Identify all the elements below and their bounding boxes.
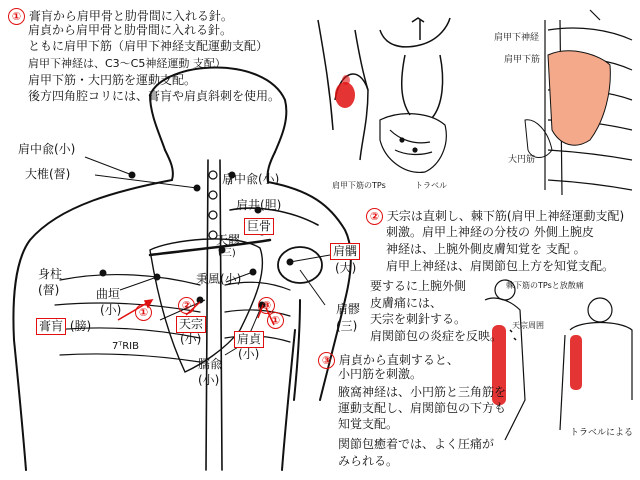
section3-line-2: 小円筋を刺激。 bbox=[338, 367, 423, 381]
label-juyu: 臑兪 bbox=[198, 357, 223, 371]
label-shinchu: 身柱 bbox=[38, 267, 63, 281]
label-shinchu-sub: (督) bbox=[38, 283, 60, 297]
header-line-4: 肩甲下神経は、C3〜C5神経運動 支配） bbox=[28, 57, 226, 70]
label-tensou-sub: (小) bbox=[180, 332, 202, 346]
back-figure-drawing bbox=[13, 68, 350, 471]
label-kensei: 肩井(胆) bbox=[236, 198, 282, 212]
section3-line-5: 知覚支配。 bbox=[338, 417, 399, 431]
label-kengu-sub: (大) bbox=[335, 261, 357, 275]
marker-1: ① bbox=[8, 8, 25, 25]
label-kenchuyu-right: 肩中兪(小) bbox=[222, 172, 280, 186]
subscap-muscle-fill bbox=[548, 51, 610, 145]
section2-line-6: 皮膚痛には、 bbox=[370, 296, 443, 310]
marker-1-point-b: ① bbox=[267, 312, 284, 329]
header-line-5: 肩甲下筋・大円筋を運動支配。 bbox=[28, 73, 197, 87]
subscap-tp-figure bbox=[380, 114, 446, 173]
caption-travell-small: トラベル bbox=[415, 181, 447, 190]
marker-3-point-a: ③ bbox=[258, 297, 275, 314]
label-kengu: 肩髃 bbox=[330, 243, 360, 260]
label-kenryo: 肩髎 bbox=[336, 302, 361, 316]
section2-line-1 bbox=[366, 208, 624, 225]
section2-line-3: 神経は、上腕外側皮膚知覚を 支配 。 bbox=[386, 242, 586, 256]
label-kenryo-sub: (三) bbox=[336, 319, 358, 333]
label-kokou-group bbox=[36, 318, 91, 335]
label-tenryo: 天髎 bbox=[216, 233, 241, 247]
label-tensou: 天宗 bbox=[176, 316, 206, 333]
section3-line-6: 関節包癒着では、よく圧痛が bbox=[338, 437, 495, 451]
arm-pain-zone-2 bbox=[342, 75, 350, 85]
label-heifu: 秉風(小) bbox=[196, 272, 242, 286]
section3-text-1: 肩貞から直刺すると、 bbox=[338, 353, 459, 367]
label-kokou: 膏肓 bbox=[36, 318, 66, 335]
section2-marker: ② bbox=[366, 208, 383, 225]
label-kenchuyu-left: 肩中兪(小) bbox=[18, 142, 76, 156]
header-line-2: 肩貞から肩甲骨と肋骨間に入れる針。 bbox=[28, 23, 233, 37]
marker-1-point: ① bbox=[135, 304, 152, 321]
section2-text-1: 天宗は直刺し、棘下筋(肩甲上神経運動支配) bbox=[386, 209, 625, 223]
section3-line-4: 運動支配し、肩関節包の下方も bbox=[338, 401, 507, 415]
label-kentei-sub: (小) bbox=[238, 347, 260, 361]
label-juyu-sub: (小) bbox=[198, 373, 220, 387]
caption-infra-tp: 棘下筋のTPsと放散痛 bbox=[506, 281, 584, 290]
header-text-1: 膏肓から肩甲骨と肋骨間に入れる針。 bbox=[28, 9, 233, 23]
infra-tp-figure bbox=[485, 280, 632, 440]
section2-line-4: 肩甲上神経は、肩関節包上方を知覚支配。 bbox=[386, 259, 615, 273]
label-kokou-sub: (膀) bbox=[69, 319, 92, 333]
caption-travell-ref: トラベルによる bbox=[570, 428, 634, 438]
caption-tensou-zone: 天宗周囲 bbox=[512, 321, 544, 330]
section2-line-5: 要するに上腕外側 bbox=[370, 279, 467, 293]
caption-subscap-nerve: 肩甲下神経 bbox=[494, 33, 540, 43]
label-tenryo-sub: (三) bbox=[218, 248, 236, 259]
section2-line-8: 肩関節包の炎症を反映。 bbox=[370, 329, 503, 343]
label-kyokuen: 曲垣 bbox=[96, 287, 121, 301]
caption-tp: 肩甲下筋のTPs bbox=[332, 181, 386, 190]
label-taitsui: 大椎(督) bbox=[25, 167, 71, 181]
label-rib: 7ᵀRIB bbox=[112, 341, 139, 352]
arm-pain-zone bbox=[335, 82, 355, 108]
caption-subscap-muscle: 肩甲下筋 bbox=[504, 55, 541, 65]
teres-major-shape bbox=[525, 120, 552, 158]
label-kokotsu: 巨骨 bbox=[244, 218, 274, 235]
section3-line-3: 腋窩神経は、小円筋と三角筋を bbox=[338, 385, 507, 399]
section2-line-7: 天宗を刺針する。 bbox=[370, 312, 467, 326]
label-kentei: 肩貞 bbox=[234, 331, 264, 348]
section3-marker: ③ bbox=[318, 352, 335, 369]
marker-2-point: ② bbox=[178, 297, 195, 314]
section3-line-7: みられる。 bbox=[338, 454, 399, 468]
header-line-6: 後方四角腔コリには、膏肓や肩貞斜刺を使用。 bbox=[28, 89, 281, 103]
infra-pain-dots bbox=[510, 330, 516, 340]
label-kyokuen-sub: (小) bbox=[100, 303, 122, 317]
header-line-3: ともに肩甲下筋（肩甲下神経支配運動支配） bbox=[28, 39, 269, 53]
infra-pain-chest bbox=[570, 335, 582, 390]
caption-teres-major: 大円筋 bbox=[508, 155, 536, 165]
section2-line-2: 刺激。肩甲上神経の分枝の 外側上腕皮 bbox=[386, 225, 594, 239]
